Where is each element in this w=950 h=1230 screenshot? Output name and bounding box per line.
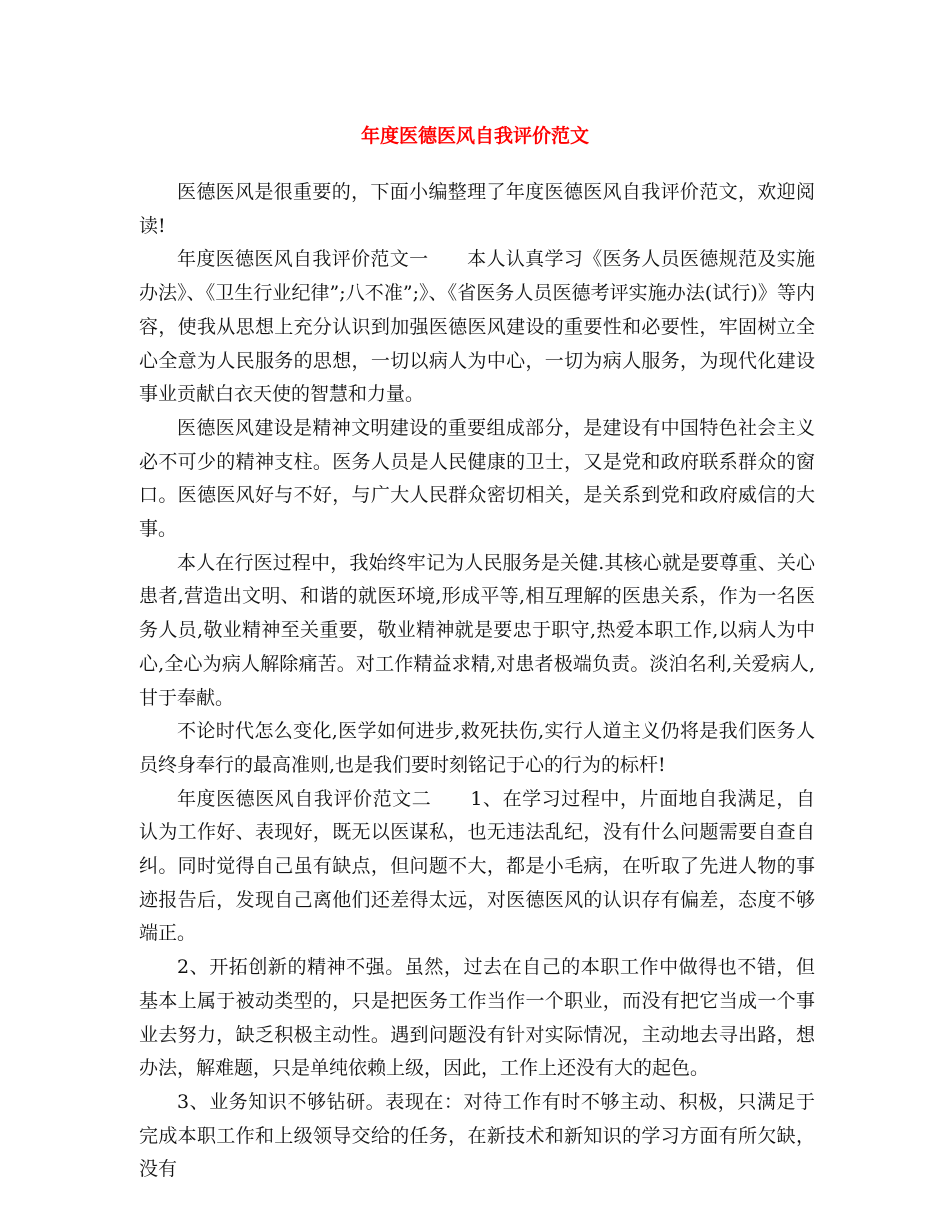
paragraph-practice: 本人在行医过程中，我始终牢记为人民服务是关健.其核心就是要尊重、关心患者,营造出文明、和谐的就医环境,形成平等,相互理解的医患关系，作为一名医务人员,敬业精神至关重要，敬业精神就是要忠于职守,热爱本职工作,以病人为中心,全心为病人解除痛苦。对工作精益求精,对患者极端负责。淡泊名利,关爱病人,甘于奉献。 xyxy=(139,551,815,709)
document-body xyxy=(139,176,815,1187)
paragraph-sample-two: 年度医德医风自我评价范文二 1、在学习过程中，片面地自我满足，自认为工作好、表现好，既无以医谋私，也无违法乱纪，没有什么问题需要自查自纠。同时觉得自己虽有缺点，但问题不大，都是小毛病，在听取了先进人物的事迹报告后，发现自己离他们还差得太远，对医德医风的认识存有偏差，态度不够端正。 xyxy=(139,787,815,945)
paragraph-sample-one: 年度医德医风自我评价范文一 本人认真学习《医务人员医德规范及实施办法》、《卫生行业纪律”;八不准”;》、《省医务人员医德考评实施办法(试行)》等内容，使我从思想上充分认识到加强医德医风建设的重要性和必要性，牢固树立全心全意为人民服务的思想，一切以病人为中心，一切为病人服务，为现代化建设事业贡献白衣天使的智慧和力量。 xyxy=(139,248,815,406)
paragraph-knowledge: 3、业务知识不够钻研。表现在：对待工作有时不够主动、积极，只满足于完成本职工作和上级领导交给的任务，在新技术和新知识的学习方面有所欠缺，没有 xyxy=(139,1090,815,1181)
paragraph-innovation: 2、开拓创新的精神不强。虽然，过去在自己的本职工作中做得也不错，但基本上属于被动类型的，只是把医务工作当作一个职业，而没有把它当成一个事业去努力，缺乏积极主动性。遇到问题没有针对实际情况，主动地去寻出路，想办法，解难题，只是单纯依赖上级，因此，工作上还没有大的起色。 xyxy=(139,956,815,1080)
paragraph-importance: 医德医风建设是精神文明建设的重要组成部分，是建设有中国特色社会主义必不可少的精神支柱。医务人员是人民健康的卫士，又是党和政府联系群众的窗口。医德医风好与不好，与广大人民群众密切相关，是关系到党和政府威信的大事。 xyxy=(139,416,815,541)
document-title: 年度医德医风自我评价范文 xyxy=(360,125,589,147)
paragraph-intro: 医德医风是很重要的，下面小编整理了年度医德医风自我评价范文，欢迎阅读! xyxy=(139,181,815,237)
paragraph-principle: 不论时代怎么变化,医学如何进步,救死扶伤,实行人道主义仍将是我们医务人员终身奉行的最高准则,也是我们要时刻铭记于心的行为的标杆! xyxy=(139,720,815,776)
